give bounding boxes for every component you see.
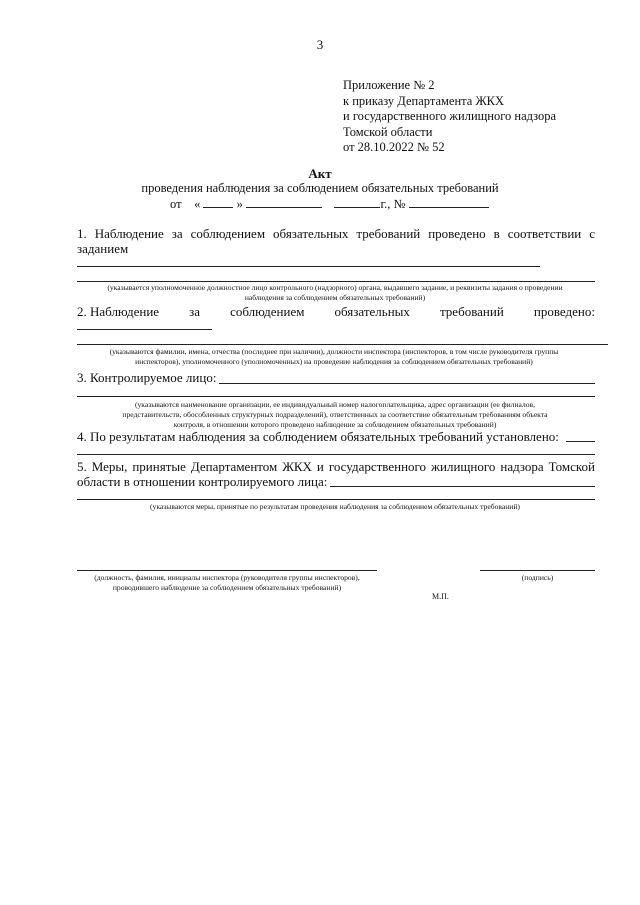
appendix-line: Томской области — [343, 124, 433, 139]
section2-word: требований — [439, 304, 504, 319]
section3-note — [70, 400, 600, 430]
section2-blank-line[interactable] — [77, 329, 212, 330]
inspector-name-blank-line[interactable] — [77, 570, 377, 571]
section5-blank-line[interactable] — [330, 486, 595, 487]
year-blank[interactable] — [334, 196, 380, 208]
document-subtitle: проведения наблюдения за соблюдением обязательных требований — [141, 181, 499, 195]
note-line: проводившего наблюдение за соблюдением обязательных требований) — [112, 583, 342, 592]
appendix-line: Приложение № 2 — [343, 78, 435, 92]
section2-note — [60, 347, 608, 367]
note-line: (указываются фамилии, имена, отчества (последнее при наличии), должности инспектора (инспекторов, в том числе руководителя группы — [109, 347, 559, 356]
stamp-label: М.П. — [432, 592, 449, 601]
month-blank[interactable] — [246, 196, 322, 208]
section2-word: обязательных — [334, 304, 410, 319]
section5-text-line2: области в отношении контролируемого лица: — [77, 474, 328, 489]
section5-note: (указываются меры, принятые по результатам проведения наблюдения за соблюдением обязательных требований) — [150, 502, 520, 511]
section1-text-line1: 1. Наблюдение за соблюдением обязательных требований проведено в соответствии с — [77, 226, 595, 241]
section4-blank-line[interactable] — [566, 441, 595, 442]
section1-blank-line[interactable] — [77, 281, 595, 282]
note-line: (указываются наименование организации, ее индивидуальный номер налогоплательщика, адрес организации (ее филиалов, — [134, 400, 536, 409]
act-number-blank[interactable] — [409, 196, 489, 208]
section1-text-line2: заданием — [77, 241, 129, 256]
appendix-header — [343, 78, 556, 156]
quote-close: » — [236, 197, 243, 211]
act-date-number-line — [170, 196, 489, 212]
date-from-label: от — [170, 197, 182, 211]
appendix-line: от 28.10.2022 № 52 — [343, 140, 445, 154]
signature-left-note — [77, 573, 377, 593]
section2-word: соблюдением — [230, 304, 305, 319]
document-title: Акт — [308, 166, 332, 181]
quote-open: « — [194, 197, 201, 211]
section1-blank-line[interactable] — [77, 266, 540, 267]
appendix-line: и государственного жилищного надзора — [343, 109, 557, 123]
page-number: 3 — [316, 37, 324, 52]
section1-note — [70, 283, 600, 303]
section3-text: 3. Контролируемое лицо: — [77, 370, 217, 385]
section2-word: за — [189, 304, 201, 319]
note-line: (указывается уполномоченное должностное лицо контрольного (надзорного) органа, выдавшего задание, и реквизиты задания о проведении — [107, 283, 563, 292]
section5-blank-line[interactable] — [77, 499, 595, 500]
section3-blank-line[interactable] — [219, 383, 595, 384]
year-number-label: г., № — [380, 197, 406, 211]
note-line: наблюдения за соблюдением обязательных требований) — [244, 293, 426, 302]
signature-right-note: (подпись) — [521, 573, 554, 582]
note-line: представительств, обособленных структурных подразделений), ответственных за соответствие обязательным требованиям объекта — [122, 410, 548, 419]
note-line: (должность, фамилия, инициалы инспектора (руководителя группы инспекторов), — [94, 573, 360, 582]
section2-blank-line[interactable] — [77, 344, 608, 345]
section3-blank-line[interactable] — [77, 396, 595, 397]
note-line: инспекторов), уполномоченного (уполномоченных) на проведение наблюдения за соблюдением обязательных требований) — [135, 357, 533, 366]
note-line: контроля, в отношении которого проведено наблюдение за соблюдением обязательных требований) — [173, 420, 497, 429]
section2-text — [77, 304, 595, 320]
signature-blank-line[interactable] — [480, 570, 595, 571]
section4-blank-line[interactable] — [77, 454, 595, 455]
section2-word: проведено: — [533, 304, 595, 319]
section2-word: 2. Наблюдение — [77, 304, 160, 319]
section4-text: 4. По результатам наблюдения за соблюдением обязательных требований установлено: — [77, 429, 559, 444]
section5-text-line1: 5. Меры, принятые Департаментом ЖКХ и государственного жилищного надзора Томской — [77, 459, 595, 474]
appendix-line: к приказу Департамента ЖКХ — [343, 93, 505, 108]
day-blank[interactable] — [203, 196, 233, 208]
